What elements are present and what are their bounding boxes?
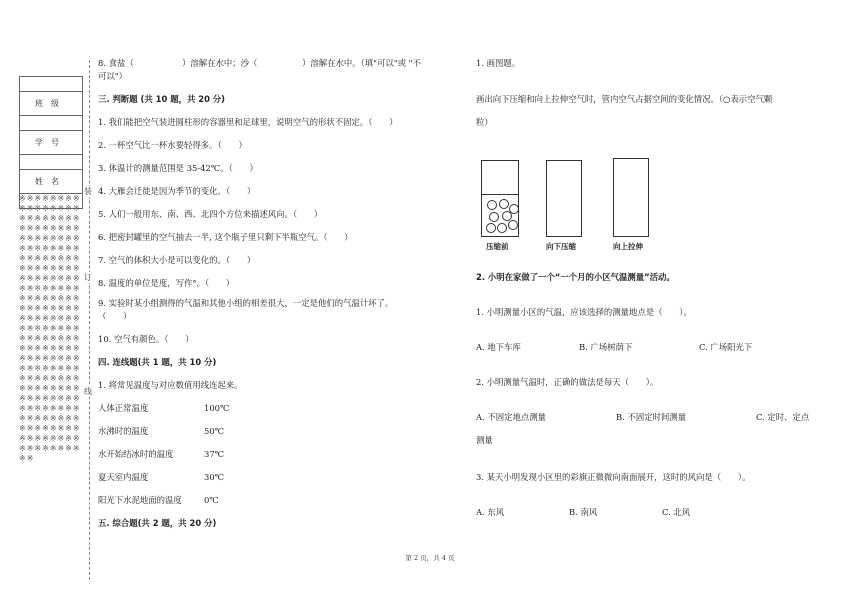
- info-name-label: 姓名: [20, 170, 82, 194]
- air-particle: [508, 220, 518, 230]
- section-3-heading: 三. 判断题 (共 10 题，共 20 分): [98, 94, 226, 104]
- q2-sub2-option-a[interactable]: A. 不固定地点测量: [476, 412, 546, 422]
- info-class-field[interactable]: [20, 116, 82, 131]
- q2-sub3-option-c[interactable]: C. 北风: [662, 507, 691, 517]
- info-number-field[interactable]: [20, 155, 82, 170]
- match-left-1: 人体正常温度: [98, 403, 149, 413]
- q2-title: 2. 小明在家做了一个“一个月的小区气温测量”活动。: [476, 272, 675, 282]
- judge-q2: 2. 一杯空气比一杯水要轻得多。（ ）: [98, 140, 247, 150]
- q2-sub2-option-c-cont: 测量: [476, 435, 493, 445]
- student-info-table: [19, 76, 83, 209]
- page-footer: 第 2 页，共 4 页: [405, 554, 455, 562]
- drawing-instruction: 画出向下压缩和向上拉伸空气时，管内空气占据空间的变化情况。（○表示空气颗: [476, 94, 773, 104]
- caption-compressed: 向下压缩: [546, 242, 576, 251]
- binding-char-2: 订: [84, 273, 92, 282]
- tube-before: [481, 160, 519, 237]
- q2-sub2-option-c[interactable]: C. 定时、定点: [756, 412, 810, 422]
- match-right-2: 50℃: [204, 426, 225, 436]
- binding-char-1: 装: [84, 187, 92, 196]
- judge-q9: 9. 实验时某小组测得的气温和其他小组的相差很大，一定是他们的气温计坏了。: [98, 298, 394, 308]
- drawing-title: 1. 画图题。: [476, 58, 521, 68]
- judge-q1: 1. 我们能把空气装进圆柱形的容器里和足球里，说明空气的形状不固定。（ ）: [98, 117, 398, 127]
- q2-sub2: 2. 小明测量气温时，正确的做法是每天（ ）。: [476, 377, 659, 387]
- piston-line: [482, 194, 518, 195]
- air-particle: [497, 223, 507, 233]
- judge-q8: 8. 温度的单位是度，写作°。（ ）: [98, 278, 235, 288]
- tube-compressed[interactable]: [546, 160, 582, 237]
- q2-sub1-option-b[interactable]: B. 广场树荫下: [579, 342, 633, 352]
- q2-sub3: 3. 某天小明发现小区里的彩旗正微微向南面展开，这时的风向是（ ）。: [476, 472, 751, 482]
- judge-q4: 4. 大雁会迁徙是因为季节的变化。（ ）: [98, 186, 256, 196]
- air-particle: [489, 212, 499, 222]
- air-particle: [499, 199, 509, 209]
- judge-q9-bracket: （ ）: [98, 311, 132, 321]
- judge-q3: 3. 体温计的测量范围是 35-42℃。（ ）: [98, 163, 258, 173]
- judge-q6: 6. 把密封罐里的空气抽去一半, 这个瓶子里只剩下半瓶空气。（ ）: [98, 232, 353, 242]
- info-number-label: 学号: [20, 131, 82, 155]
- q8-text-d: 可以"）: [98, 71, 127, 81]
- binding-line: [89, 60, 90, 580]
- q2-sub1-option-a[interactable]: A. 地下车库: [476, 342, 521, 352]
- match-right-1: 100℃: [204, 403, 230, 413]
- decorative-pattern: ※※※※※※※※※※※※※※※※※※※※※※※※※※※※※※※※※※※※※※※※※※※※※※※※※※※※※※※※※※※※※※※※※※※※※※※※※※※※※※※※※※※※※※※※※※※※※※※※※※※※※※※※※※※※※※※※※※※※※※※※※※※※※※※※※※※※※※※※※※※※※※※※※※※※※※※※※※※※※※※※※※※※※※※※※※※※※※※※※※※※※※※※※※※※※※※※※※※※※※※※※※※※※※※※※※: [19, 194, 81, 463]
- match-instruction: 1. 将常见温度与对应数值用线连起来。: [98, 380, 243, 390]
- q2-sub1: 1. 小明测量小区的气温，应该选择的测量地点是（ ）。: [476, 307, 692, 317]
- air-particle: [486, 223, 496, 233]
- match-left-5: 阳光下水泥地面的温度: [98, 495, 182, 505]
- caption-stretched: 向上拉伸: [613, 242, 643, 251]
- judge-q10: 10. 空气有颜色。（ ）: [98, 334, 194, 344]
- judge-q7: 7. 空气的体积大小是可以变化的。（ ）: [98, 255, 256, 265]
- q2-sub3-option-b[interactable]: B. 南风: [569, 507, 598, 517]
- q2-sub1-option-c[interactable]: C. 广场阳光下: [699, 342, 753, 352]
- tube-stretched[interactable]: [613, 158, 649, 237]
- info-blank-row: [20, 77, 82, 92]
- match-right-5: 0℃: [204, 495, 219, 505]
- q2-sub3-option-a[interactable]: A. 东风: [476, 507, 505, 517]
- binding-char-3: 线: [84, 387, 92, 396]
- match-right-3: 37℃: [204, 449, 225, 459]
- q8-text-c: ）溶解在水中。（填"可以"或 "不: [302, 58, 421, 68]
- match-right-4: 30℃: [204, 472, 225, 482]
- judge-q5: 5. 人们一般用东、南、西、北四个方位来描述风向。（ ）: [98, 209, 323, 219]
- air-particle: [487, 200, 497, 210]
- q2-sub2-option-b[interactable]: B. 不固定时间测量: [616, 412, 687, 422]
- caption-before: 压缩前: [486, 242, 509, 251]
- info-class-label: 班级: [20, 92, 82, 116]
- q8-text-a: 8. 食盐（: [98, 58, 134, 68]
- section-5-heading: 五. 综合题(共 2 题，共 20 分): [98, 518, 217, 528]
- drawing-instruction-cont: 粒）: [476, 117, 493, 127]
- match-left-4: 夏天室内温度: [98, 472, 149, 482]
- section-4-heading: 四. 连线题(共 1 题，共 10 分): [98, 357, 217, 367]
- match-left-2: 水沸时的温度: [98, 426, 149, 436]
- match-left-3: 水开始结冰时的温度: [98, 449, 174, 459]
- q8-text-b: ）溶解在水中；沙（: [182, 58, 258, 68]
